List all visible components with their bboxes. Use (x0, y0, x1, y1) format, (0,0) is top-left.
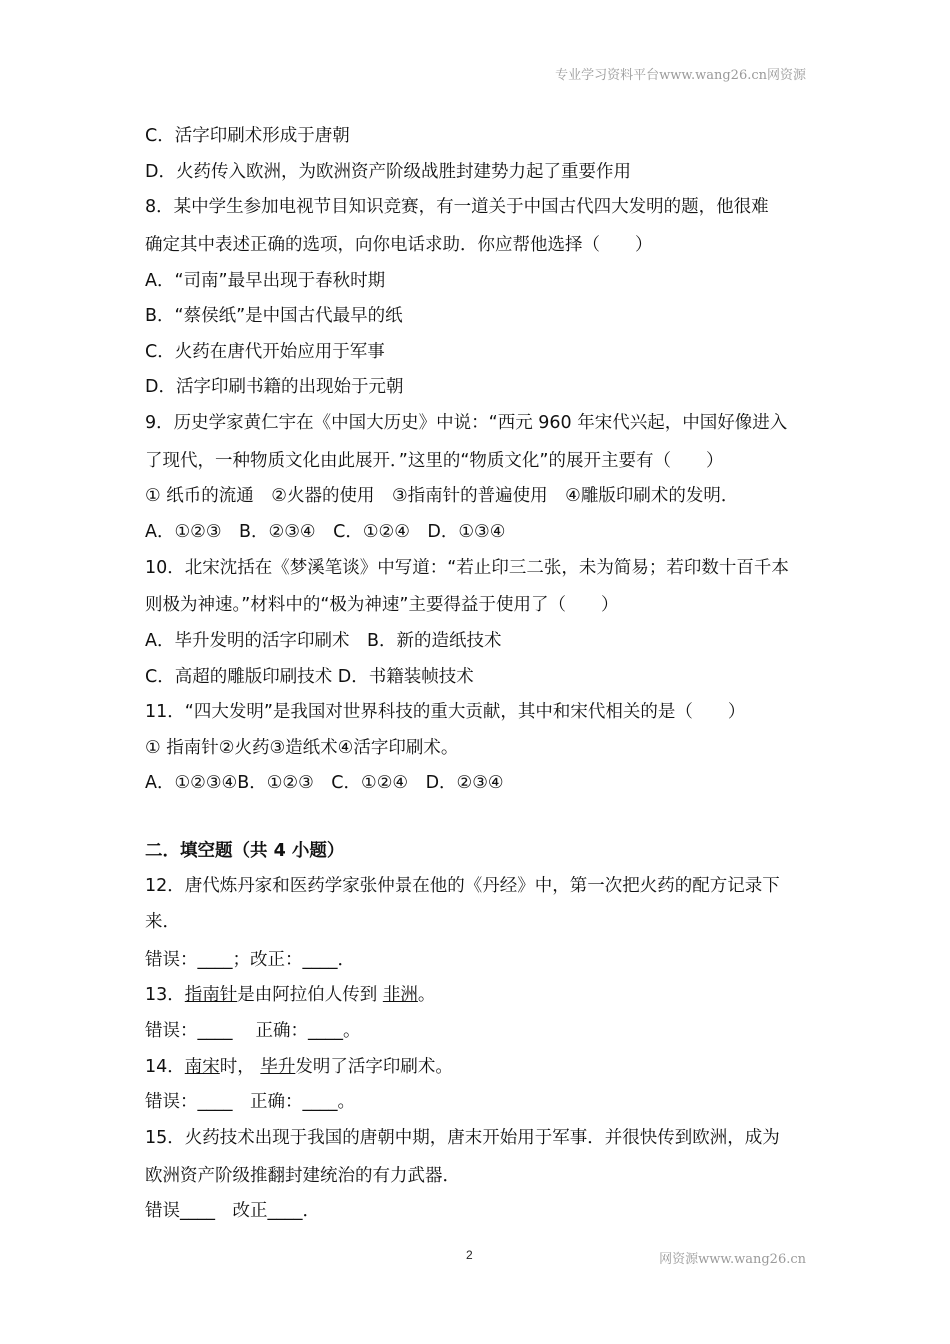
q8-stem-line2: 确定其中表述正确的选项，向你电话求助．你应帮他选择（ ） (145, 234, 653, 255)
q11-items: ① 指南针②火药③造纸术④活字印刷术。 (145, 737, 459, 758)
q9-items: ① 纸币的流通 ②火器的使用 ③指南针的普遍使用 ④雕版印刷术的发明． (145, 486, 739, 507)
q12-stem-line2: 来． (145, 912, 180, 933)
q7-option-c: C．活字印刷术形成于唐朝 (145, 126, 350, 146)
q14-stem (145, 1055, 810, 1091)
q7-option-d: D．火药传入欧洲，为欧洲资产阶级战胜封建势力起了重要作用 (145, 161, 631, 182)
page-number: 2 (466, 1248, 473, 1262)
q8-stem-line1: 8．某中学生参加电视节目知识竞赛，有一道关于中国古代四大发明的题，他很难 (145, 197, 769, 218)
q10-options-cd: C．高超的雕版印刷技术 D．书籍装帧技术 (145, 666, 474, 687)
q11-options: A．①②③④B．①②③ C．①②④ D．②③④ (145, 773, 504, 794)
q8-option-b: B．“蔡侯纸”是中国古代最早的纸 (145, 306, 403, 327)
q13-stem (145, 983, 810, 1019)
q10-stem-line1: 10．北宋沈括在《梦溪笔谈》中写道：“若止印三二张，未为简易；若印数十百千本 (145, 557, 789, 578)
q8-option-d: D．活字印刷书籍的出现始于元朝 (145, 377, 404, 398)
q9-options: A．①②③ B．②③④ C．①②④ D．①③④ (145, 521, 506, 542)
q14-underline-2: 毕升 (260, 1056, 296, 1077)
page-header: 专业学习资料平台www.wang26.cn网资源 (555, 68, 806, 83)
q12-answer: 错误：____；改正：____． (145, 949, 355, 970)
page-footer: 网资源www.wang26.cn (659, 1252, 806, 1267)
q8-option-c: C．火药在唐代开始应用于军事 (145, 341, 385, 362)
q9-stem-line2: 了现代，一种物质文化由此展开．”这里的“物质文化”的展开主要有（ ） (145, 450, 724, 471)
q10-stem-line2: 则极为神速。”材料中的“极为神速”主要得益于使用了（ ） (145, 595, 619, 616)
q13-answer: 错误：____ 正确：____。 (145, 1021, 361, 1042)
q15-stem-line2: 欧洲资产阶级推翻封建统治的有力武器． (145, 1165, 460, 1186)
q13-underline-2: 非洲 (382, 985, 418, 1006)
q15-answer: 错误____ 改正____． (145, 1201, 320, 1222)
q10-options-ab: A．毕升发明的活字印刷术 B．新的造纸技术 (145, 630, 502, 651)
q13-end: 。 (417, 985, 436, 1006)
q14-middle: 时， (219, 1056, 255, 1077)
q8-option-a: A．“司南”最早出现于春秋时期 (145, 270, 386, 291)
q15-stem-line1: 15．火药技术出现于我国的唐朝中期，唐末开始用于军事．并很快传到欧洲，成为 (145, 1127, 780, 1148)
q9-stem-line1: 9．历史学家黄仁宇在《中国大历史》中说：“西元 960 年宋代兴起，中国好像进入 (145, 412, 788, 433)
q13-middle: 是由阿拉伯人传到 (237, 985, 378, 1006)
q14-answer: 错误：____ 正确：____。 (145, 1092, 355, 1113)
q11-stem: 11．“四大发明”是我国对世界科技的重大贡献，其中和宋代相关的是（ ） (145, 702, 746, 723)
q12-stem-line1: 12．唐代炼丹家和医药学家张仲景在他的《丹经》中，第一次把火药的配方记录下 (145, 876, 780, 897)
q14-end: 发明了活字印刷术。 (295, 1056, 453, 1077)
q13-underline-1: 指南针 (184, 985, 238, 1006)
section-title: 二．填空题（共 4 小题） (145, 840, 345, 861)
q13-number: 13． (145, 985, 185, 1006)
q14-underline-1: 南宋 (184, 1056, 220, 1077)
q14-number: 14． (145, 1056, 185, 1077)
document-body (145, 124, 810, 1235)
